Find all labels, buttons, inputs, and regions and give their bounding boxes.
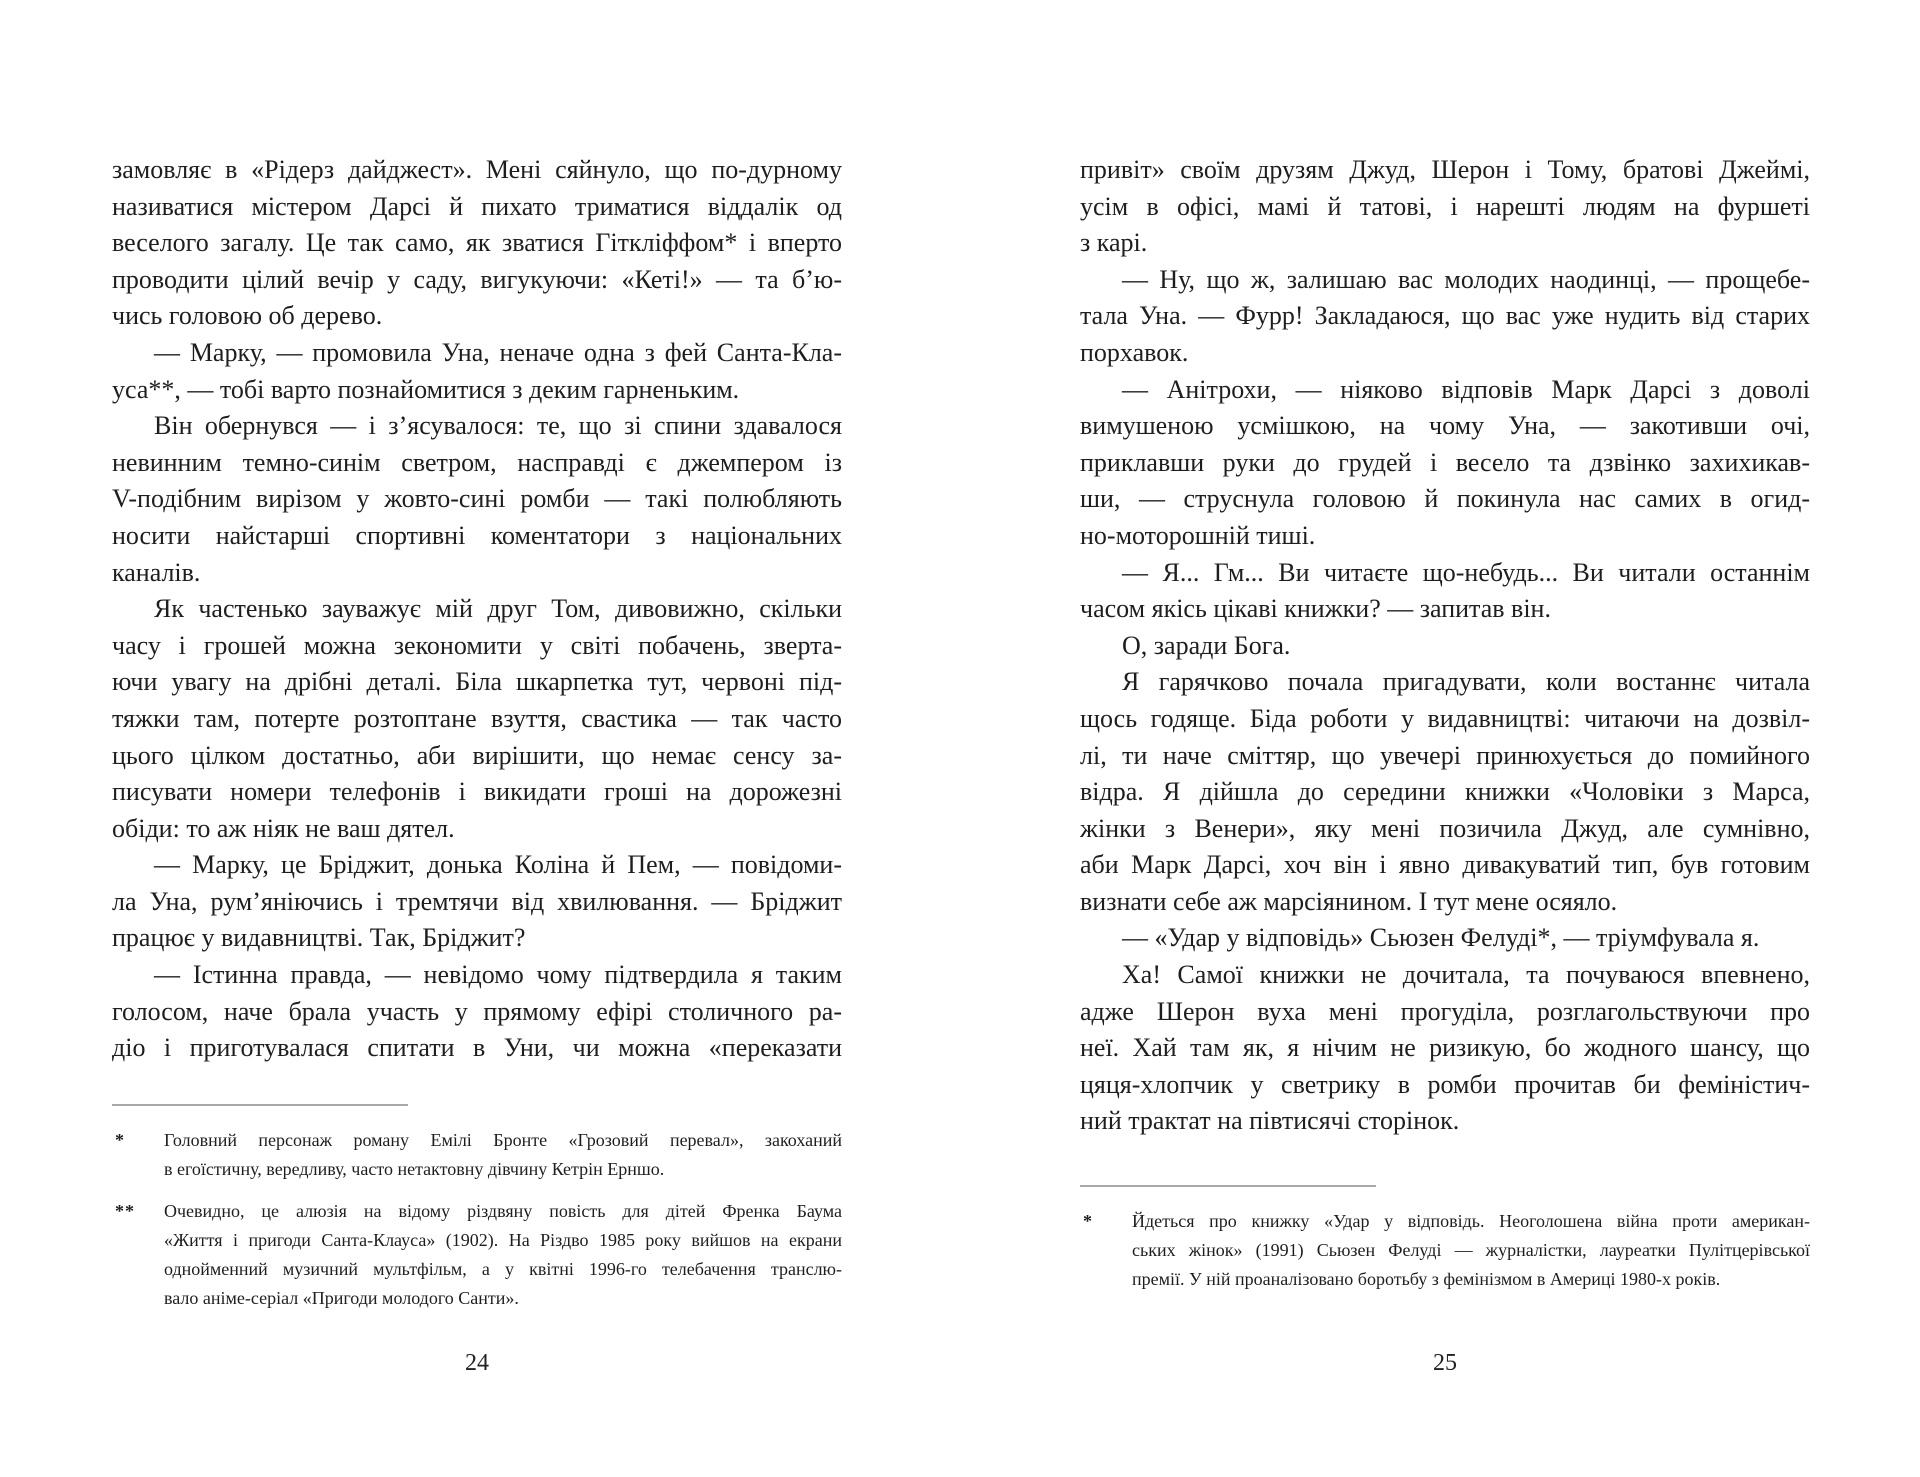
footnote: [112, 1197, 842, 1313]
footnote-marker: **: [115, 1201, 135, 1221]
page-number: 24: [465, 1350, 489, 1376]
text-line: цяця-хлопчик у светрику в ромби прочитав би феміністич-: [1080, 1069, 1810, 1099]
text-line: проводити цілий вечір у саду, вигукуючи: «Кеті!» — та б’ю-: [112, 264, 842, 294]
text-line: з карі.: [1080, 228, 1148, 258]
text-line: Як частенько зауважує мій друг Том, дивовижно, скільки: [154, 594, 842, 624]
text-line: уса**, — тобі варто познайомитися з деким гарненьким.: [112, 374, 740, 404]
footnote-marker: *: [1083, 1211, 1093, 1231]
page-number: 25: [1433, 1350, 1457, 1376]
text-line: неї. Хай там як, я нічим не ризикую, бо жодного шансу, що: [1080, 1033, 1810, 1063]
text-line: Ха! Самої книжки не дочитала, та почуваюся впевнено,: [1122, 960, 1810, 990]
text-line: — Марку, — промовила Уна, неначе одна з фей Санта-Кла-: [154, 337, 842, 367]
text-line: V-подібним вирізом у жовто-сині ромби — такі полюбляють: [112, 484, 842, 514]
text-line: часом якісь цікаві книжки? — запитав він.: [1080, 594, 1551, 624]
text-line: адже Шерон вуха мені прогуділа, розглагольствуючи про: [1080, 996, 1810, 1026]
footnotes: [112, 1104, 842, 1326]
footnote-line: ських жінок» (1991) Сьюзен Фелуді — журналістки, лауреатки Пулітцерівської: [1132, 1240, 1810, 1260]
text-line: — «Удар у відповідь» Сьюзен Фелуді*, — тріумфувала я.: [1122, 923, 1760, 953]
text-line: щось годяще. Біда роботи у видавництві: читаючи на дозвіл-: [1080, 703, 1810, 733]
text-line: визнати себе аж марсіянином. І тут мене осяяло.: [1080, 886, 1618, 916]
footnote-line: Очевидно, це алюзія на відому різдвяну повість для дітей Френка Баума: [164, 1201, 842, 1221]
footnote-line: премії. У ній проаналізовано боротьбу з фемінізмом в Америці 1980-х років.: [1132, 1269, 1721, 1289]
footnote-marker: *: [115, 1130, 125, 1150]
footnote-text: [164, 1197, 842, 1313]
text-line: приклавши руки до грудей і весело та дзвінко захихикав-: [1080, 447, 1810, 477]
footnote-separator: [112, 1104, 408, 1106]
text-line: — Істинна правда, — невідомо чому підтвердила я таким: [154, 960, 842, 990]
footnote-text: [164, 1126, 842, 1184]
text-line: ла Уна, рум’яніючись і тремтячи від хвилювання. — Бріджит: [112, 886, 842, 916]
footnote-line: Йдеться про книжку «Удар у відповідь. Неоголошена війна проти американ-: [1132, 1211, 1810, 1231]
text-line: порхавок.: [1080, 337, 1189, 367]
footnote-line: однойменний музичний мультфільм, а у квітні 1996-го телебачення транслю-: [164, 1259, 842, 1279]
text-line: ючи увагу на дрібні деталі. Біла шкарпетка тут, червоні під-: [112, 667, 842, 697]
text-line: Я гарячково почала пригадувати, коли востаннє читала: [1122, 667, 1810, 697]
page-body: [1080, 152, 1810, 1140]
text-line: відра. Я дійшла до середини книжки «Чоловіки з Марса,: [1080, 777, 1810, 807]
text-line: носити найстарші спортивні коментатори з національних: [112, 520, 842, 550]
text-line: аби Марк Дарсі, хоч він і явно дивакуватий тип, був готовим: [1080, 850, 1810, 880]
text-line: часу і грошей можна зекономити у світі побачень, зверта-: [112, 630, 842, 660]
text-line: — Я... Гм... Ви читаєте що-небудь... Ви читали останнім: [1122, 557, 1810, 587]
footnotes: [1080, 1185, 1810, 1307]
footnote-text: [1132, 1207, 1810, 1294]
text-line: жінки з Венери», яку мені позичила Джуд, але сумнівно,: [1080, 813, 1810, 843]
footnotes-list: [1080, 1207, 1810, 1294]
text-line: працює у видавництві. Так, Бріджит?: [112, 923, 526, 953]
text-line: писувати номери телефонів і викидати гроші на дорожезні: [112, 777, 842, 807]
text-line: — Анітрохи, — ніяково відповів Марк Дарсі з доволі: [1122, 374, 1810, 404]
footnote-line: в егоїстичну, вередливу, часто нетактовну дівчину Кетрін Ерншо.: [164, 1159, 665, 1179]
text-line: голосом, наче брала участь у прямому ефірі столичного ра-: [112, 996, 842, 1026]
text-line: лі, ти наче сміттяр, що увечері принюхується до помийного: [1080, 740, 1810, 770]
footnote: [1080, 1207, 1810, 1294]
footnote-line: вало аніме-серіал «Пригоди молодого Санти».: [164, 1288, 519, 1308]
text-line: ши, — струснула головою й покинула нас самих в огид-: [1080, 484, 1810, 514]
text-line: усім в офісі, мамі й татові, і нарешті людям на фуршеті: [1080, 191, 1810, 221]
text-line: цього цілком достатньо, аби вирішити, що немає сенсу за-: [112, 740, 842, 770]
text-line: чись головою об дерево.: [112, 301, 383, 331]
text-line: привіт» своїм друзям Джуд, Шерон і Тому, братові Джеймі,: [1080, 155, 1810, 184]
text-line: діо і приготувалася спитати в Уни, чи можна «переказати: [112, 1033, 842, 1063]
text-line: ний трактат на півтисячі сторінок.: [1080, 1106, 1460, 1136]
text-line: тяжки там, потерте розтоптане взуття, свастика — так часто: [112, 703, 842, 733]
footnote-separator: [1080, 1185, 1376, 1187]
page-25: [1080, 152, 1810, 1442]
text-line: вимушеною усмішкою, на чому Уна, — закотивши очі,: [1080, 411, 1810, 441]
text-line: невинним темно-синім светром, насправді є джемпером із: [112, 447, 842, 477]
text-line: О, заради Бога.: [1122, 630, 1291, 660]
text-line: — Ну, що ж, залишаю вас молодих наодинці, — прощебе-: [1122, 264, 1810, 294]
text-line: обіди: то аж ніяк не ваш дятел.: [112, 813, 455, 843]
text-line: називатися містером Дарсі й пихато триматися віддалік од: [112, 191, 842, 221]
footnote: [112, 1126, 842, 1184]
page-24: [112, 152, 842, 1442]
page-body: [112, 152, 842, 1067]
text-line: веселого загалу. Це так само, як зватися Гіткліффом* і вперто: [112, 228, 842, 258]
text-line: — Марку, це Бріджит, донька Коліна й Пем, — повідоми-: [154, 850, 842, 880]
text-line: но-моторошній тиші.: [1080, 520, 1316, 550]
text-line: каналів.: [112, 557, 201, 587]
footnote-line: «Життя і пригоди Санта-Клауса» (1902). На Різдво 1985 року вийшов на екрани: [164, 1230, 842, 1250]
text-line: Він обернувся — і з’ясувалося: те, що зі спини здавалося: [154, 411, 842, 441]
footnote-line: Головний персонаж роману Емілі Бронте «Грозовий перевал», закоханий: [164, 1130, 842, 1150]
text-line: тала Уна. — Фурр! Закладаюся, що вас уже нудить від старих: [1080, 301, 1810, 331]
footnotes-list: [112, 1126, 842, 1313]
text-line: замовляє в «Рідерз дайджест». Мені сяйнуло, що по-дурному: [112, 155, 842, 184]
